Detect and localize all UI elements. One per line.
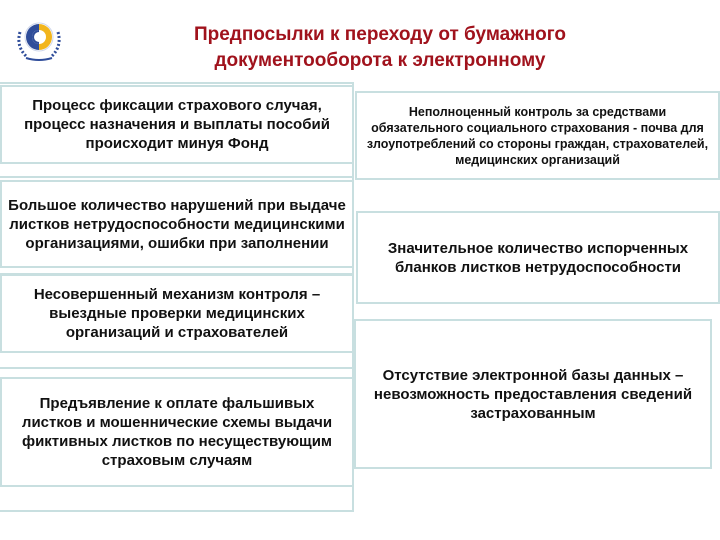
left-box-1-text: Процесс фиксации страхового случая, процесс назначения и выплаты пособий происходит минуя Фонд [24,97,330,152]
right-box-3 [354,319,712,469]
left-box-2-text: Большое количество нарушений при выдаче листков нетрудоспособности медицинскими организациями, ошибки при заполнении [8,196,346,252]
left-box-2 [0,180,354,268]
connector-line [0,510,354,512]
right-box-1-text: Неполноценный контроль за средствами обязательного социального страхования - почва для злоупотреблений со стороны граждан, страхователей, медицинских организаций [366,104,709,167]
left-box-1 [0,85,354,164]
connector-line [0,367,354,369]
page-title: Предпосылки к переходу от бумажного документооборота к электронному [193,24,567,71]
right-box-2-text: Значительное количество испорченных бланков листков нетрудоспособности [387,239,689,276]
emblem-icon [12,12,66,66]
fss-logo [12,12,66,66]
right-box-2 [356,211,720,304]
right-box-1 [355,91,720,180]
left-box-3 [0,274,354,353]
right-box-3-text: Отсутствие электронной базы данных – невозможность предоставления сведений застрахованным [373,366,693,422]
left-box-4-text: Предъявление к оплате фальшивых листков и мошеннические схемы выдачи фиктивных листков по несуществующим страховым случаям [21,395,333,469]
left-box-3-text: Несовершенный механизм контроля – выездные проверки медицинских организаций и страхователей [33,286,321,341]
left-box-4 [0,377,354,487]
connector-line [0,176,354,178]
connector-line [0,82,354,84]
